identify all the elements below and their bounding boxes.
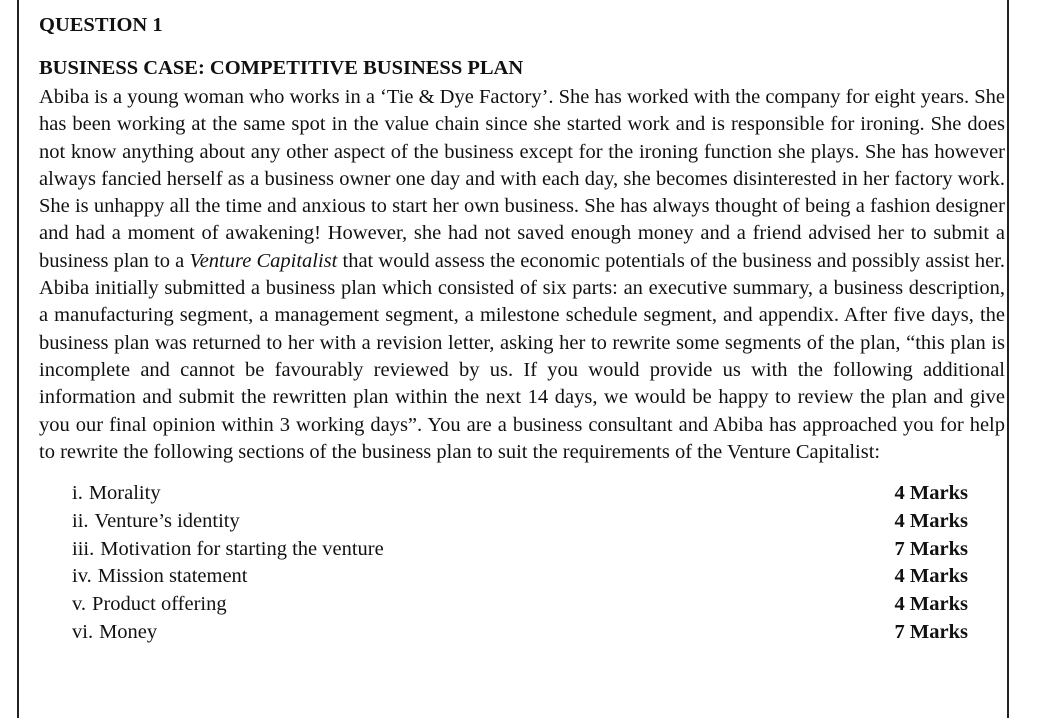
item-label: Morality xyxy=(88,482,161,505)
list-item xyxy=(72,619,968,647)
item-marks: 4 Marks xyxy=(894,509,968,532)
list-item xyxy=(72,591,968,619)
item-label: Motivation for starting the venture xyxy=(100,537,384,560)
case-paragraph xyxy=(39,84,1005,466)
paragraph-text-2: that would assess the economic potentials of the business and possibly assist her. Abiba initially submitted a business plan which consisted of six parts: an executive summary, a business description, a manufacturing segment, a management segment, a milestone schedule segment, and appendix. After five days, the business plan was returned to her with a revision letter, asking her to rewrite some segments of the plan, “this plan is incomplete and cannot be favourably reviewed by us. If you would provide us with the following additional information and submit the rewritten plan within the next 14 days, we would be happy to review the plan and give you our final opinion within 3 working days”. You are a business consultant and Abiba has approached you for help to rewrite the following sections of the business plan to suit the requirements of the Venture Capitalist: xyxy=(39,249,1005,463)
list-item xyxy=(72,563,968,591)
item-number: iii. xyxy=(72,537,95,560)
list-item xyxy=(72,536,968,564)
paragraph-text-1: Abiba is a young woman who works in a ‘Tie & Dye Factory’. She has worked with the company for eight years. She has been working at the same spot in the value chain since she started work and is responsible for ironing. She does not know anything about any other aspect of the business except for the ironing function she plays. She has however always fancied herself as a business owner one day and with each day, she becomes disinterested in her factory work. She is unhappy all the time and anxious to start her own business. She has always thought of being a fashion designer and had a moment of awakening! However, she had not saved enough money and a friend advised her to submit a business plan to a xyxy=(39,86,1005,272)
question-title: QUESTION 1 xyxy=(39,14,163,36)
item-number: ii. xyxy=(72,509,89,532)
item-marks: 7 Marks xyxy=(894,620,968,643)
item-number: v. xyxy=(72,592,87,615)
item-marks: 4 Marks xyxy=(894,592,968,615)
case-title: BUSINESS CASE: COMPETITIVE BUSINESS PLAN xyxy=(39,57,524,79)
sections-list xyxy=(39,480,968,646)
item-marks: 4 Marks xyxy=(894,482,968,505)
item-marks: 4 Marks xyxy=(894,565,968,588)
item-number: i. xyxy=(72,482,83,505)
item-label: Mission statement xyxy=(97,565,248,588)
item-marks: 7 Marks xyxy=(894,537,968,560)
item-number: iv. xyxy=(72,565,92,588)
list-item xyxy=(72,480,968,508)
item-label: Venture’s identity xyxy=(94,509,240,532)
item-label: Money xyxy=(99,620,158,643)
item-number: vi. xyxy=(72,620,94,643)
question-content xyxy=(39,12,1007,646)
paragraph-italic-term: Venture Capitalist xyxy=(189,249,338,272)
list-item xyxy=(72,508,968,536)
item-label: Product offering xyxy=(92,592,227,615)
